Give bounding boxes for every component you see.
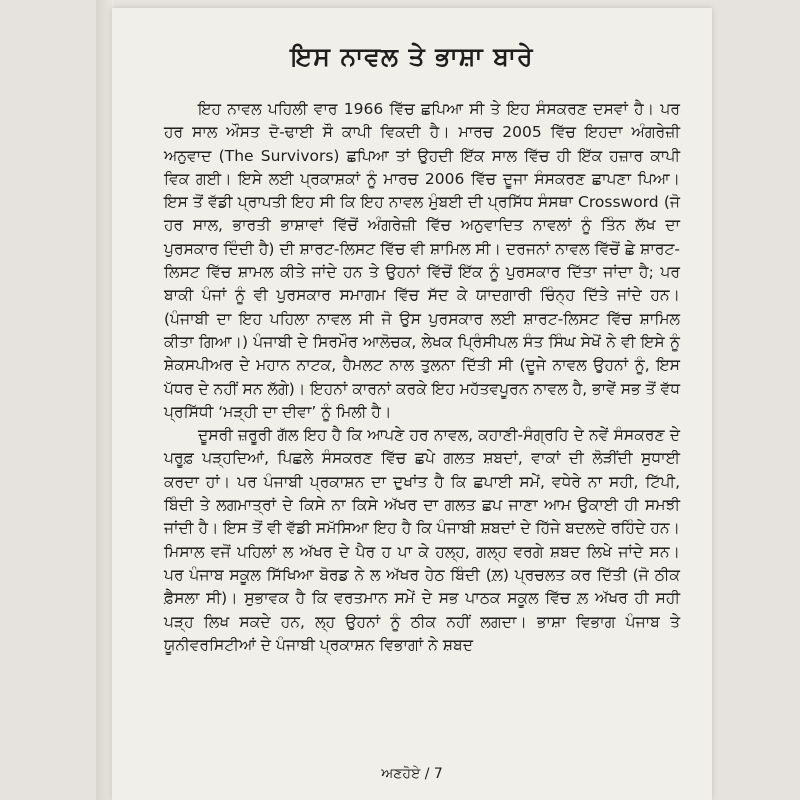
page-title: ਇਸ ਨਾਵਲ ਤੇ ਭਾਸ਼ਾ ਬਾਰੇ bbox=[290, 42, 534, 71]
book-page bbox=[112, 8, 712, 800]
page-footer: ਅਣਹੋਏ / 7 bbox=[381, 766, 443, 782]
paragraph-2: ਦੂਸਰੀ ਜ਼ਰੂਰੀ ਗੱਲ ਇਹ ਹੈ ਕਿ ਆਪਣੇ ਹਰ ਨਾਵਲ, ਕਹਾਣੀ-ਸੰਗ੍ਰਹਿ ਦੇ ਨਵੇਂ ਸੰਸਕਰਣ ਦੇ ਪਰੂਫ਼ ਪੜ੍ਹਦਿਆਂ, ਪਿਛਲੇ ਸੰਸਕਰਣ ਵਿੱਚ ਛਪੇ ਗਲਤ ਸ਼ਬਦਾਂ, ਵਾਕਾਂ ਦੀ ਲੋੜੀਂਦੀ ਸੁਧਾਈ ਕਰਦਾ ਹਾਂ। ਪਰ ਪੰਜਾਬੀ ਪ੍ਰਕਾਸ਼ਨ ਦਾ ਦੁਖਾਂਤ ਹੈ ਕਿ ਛਪਾਈ ਸਮੇਂ, ਵਧੇਰੇ ਨਾ ਸਹੀ, ਟਿੱਪੀ, ਬਿੰਦੀ ਤੇ ਲਗਮਾਤ੍ਰਾਂ ਦੇ ਕਿਸੇ ਨਾ ਕਿਸੇ ਅੱਖਰ ਦਾ ਗਲਤ ਛਪ ਜਾਣਾ ਆਮ ਉਕਾਈ ਹੀ ਸਮਝੀ ਜਾਂਦੀ ਹੈ। ਇਸ ਤੋਂ ਵੀ ਵੱਡੀ ਸਮੱਸਿਆ ਇਹ ਹੈ ਕਿ ਪੰਜਾਬੀ ਸ਼ਬਦਾਂ ਦੇ ਹਿੱਜੇ ਬਦਲਦੇ ਰਹਿੰਦੇ ਹਨ। ਮਿਸਾਲ ਵਜੋਂ ਪਹਿਲਾਂ ਲ ਅੱਖਰ ਦੇ ਪੈਰ ਹ ਪਾ ਕੇ ਹਲ੍ਹ, ਗਲ੍ਹ ਵਰਗੇ ਸ਼ਬਦ ਲਿਖੇ ਜਾਂਦੇ ਸਨ। ਪਰ ਪੰਜਾਬ ਸਕੂਲ ਸਿੱਖਿਆ ਬੋਰਡ ਨੇ ਲ ਅੱਖਰ ਹੇਠ ਬਿੰਦੀ (ਲ਼) ਪ੍ਰਚਲਤ ਕਰ ਦਿੱਤੀ (ਜੋ ਠੀਕ ਫ਼ੈਸਲਾ ਸੀ)। ਸੁਭਾਵਕ ਹੈ ਕਿ ਵਰਤਮਾਨ ਸਮੇਂ ਦੇ ਸਭ ਪਾਠਕ ਸਕੂਲ ਵਿੱਚ ਲ਼ ਅੱਖਰ ਹੀ ਸਹੀ ਪੜ੍ਹ ਲਿਖ ਸਕਦੇ ਹਨ, ਲ੍ਹ ਉਹਨਾਂ ਨੂੰ ਠੀਕ ਨਹੀਂ ਲਗਦਾ। ਭਾਸ਼ਾ ਵਿਭਾਗ ਪੰਜਾਬ ਤੇ ਯੂਨੀਵਰਸਿਟੀਆਂ ਦੇ ਪੰਜਾਬੀ ਪ੍ਰਕਾਸ਼ਨ ਵਿਭਾਗਾਂ ਨੇ ਸ਼ਬਦ bbox=[164, 426, 680, 654]
body-text bbox=[164, 98, 680, 657]
paragraph-1: ਇਹ ਨਾਵਲ ਪਹਿਲੀ ਵਾਰ 1966 ਵਿੱਚ ਛਪਿਆ ਸੀ ਤੇ ਇਹ ਸੰਸਕਰਣ ਦਸਵਾਂ ਹੈ। ਪਰ ਹਰ ਸਾਲ ਔਸਤ ਦੋ-ਢਾਈ ਸੌ ਕਾਪੀ ਵਿਕਦੀ ਹੈ। ਮਾਰਚ 2005 ਵਿੱਚ ਇਹਦਾ ਅੰਗਰੇਜ਼ੀ ਅਨੁਵਾਦ (The Survivors) ਛਪਿਆ ਤਾਂ ਉਹਦੀ ਇੱਕ ਸਾਲ ਵਿੱਚ ਹੀ ਇੱਕ ਹਜ਼ਾਰ ਕਾਪੀ ਵਿਕ ਗਈ। ਇਸੇ ਲਈ ਪ੍ਰਕਾਸ਼ਕਾਂ ਨੂੰ ਮਾਰਚ 2006 ਵਿੱਚ ਦੂਜਾ ਸੰਸਕਰਣ ਛਾਪਣਾ ਪਿਆ। ਇਸ ਤੋਂ ਵੱਡੀ ਪ੍ਰਾਪਤੀ ਇਹ ਸੀ ਕਿ ਇਹ ਨਾਵਲ ਮੁੰਬਈ ਦੀ ਪ੍ਰਸਿੱਧ ਸੰਸਥਾ Crossword (ਜੋ ਹਰ ਸਾਲ, ਭਾਰਤੀ ਭਾਸ਼ਾਵਾਂ ਵਿੱਚੋਂ ਅੰਗਰੇਜ਼ੀ ਵਿੱਚ ਅਨੁਵਾਦਿਤ ਨਾਵਲਾਂ ਨੂੰ ਤਿੰਨ ਲੱਖ ਦਾ ਪੁਰਸਕਾਰ ਦਿੰਦੀ ਹੈ) ਦੀ ਸ਼ਾਰਟ-ਲਿਸਟ ਵਿੱਚ ਵੀ ਸ਼ਾਮਿਲ ਸੀ। ਦਰਜਨਾਂ ਨਾਵਲ ਵਿੱਚੋਂ ਛੇ ਸ਼ਾਰਟ-ਲਿਸਟ ਵਿੱਚ ਸ਼ਾਮਲ ਕੀਤੇ ਜਾਂਦੇ ਹਨ ਤੇ ਉਹਨਾਂ ਵਿੱਚੋਂ ਇੱਕ ਨੂੰ ਪੁਰਸਕਾਰ ਦਿੱਤਾ ਜਾਂਦਾ ਹੈ; ਪਰ ਬਾਕੀ ਪੰਜਾਂ ਨੂੰ ਵੀ ਪੁਰਸਕਾਰ ਸਮਾਗਮ ਵਿੱਚ ਸੱਦ ਕੇ ਯਾਦਗਾਰੀ ਚਿੰਨ੍ਹ ਦਿੱਤੇ ਜਾਂਦੇ ਹਨ। (ਪੰਜਾਬੀ ਦਾ ਇਹ ਪਹਿਲਾ ਨਾਵਲ ਸੀ ਜੋ ਉਸ ਪੁਰਸਕਾਰ ਲਈ ਸ਼ਾਰਟ-ਲਿਸਟ ਵਿੱਚ ਸ਼ਾਮਿਲ ਕੀਤਾ ਗਿਆ।) ਪੰਜਾਬੀ ਦੇ ਸਿਰਮੌਰ ਆਲੋਚਕ, ਲੇਖਕ ਪ੍ਰਿੰਸੀਪਲ ਸੰਤ ਸਿੰਘ ਸੇਖੋਂ ਨੇ ਵੀ ਇਸੇ ਨੂੰ ਸ਼ੇਕਸਪੀਅਰ ਦੇ ਮਹਾਨ ਨਾਟਕ, ਹੈਮਲਟ ਨਾਲ ਤੁਲਨਾ ਦਿੱਤੀ ਸੀ (ਦੂਜੇ ਨਾਵਲ ਉਹਨਾਂ ਨੂੰ, ਇਸ ਪੱਧਰ ਦੇ ਨਹੀਂ ਸਨ ਲੱਗੇ)। ਇਹਨਾਂ ਕਾਰਨਾਂ ਕਰਕੇ ਇਹ ਮਹੱਤਵਪੂਰਨ ਨਾਵਲ ਹੈ, ਭਾਵੇਂ ਸਭ ਤੋਂ ਵੱਧ ਪ੍ਰਸਿੱਧੀ ‘ਮੜ੍ਹੀ ਦਾ ਦੀਵਾ’ ਨੂੰ ਮਿਲੀ ਹੈ। bbox=[164, 100, 680, 421]
